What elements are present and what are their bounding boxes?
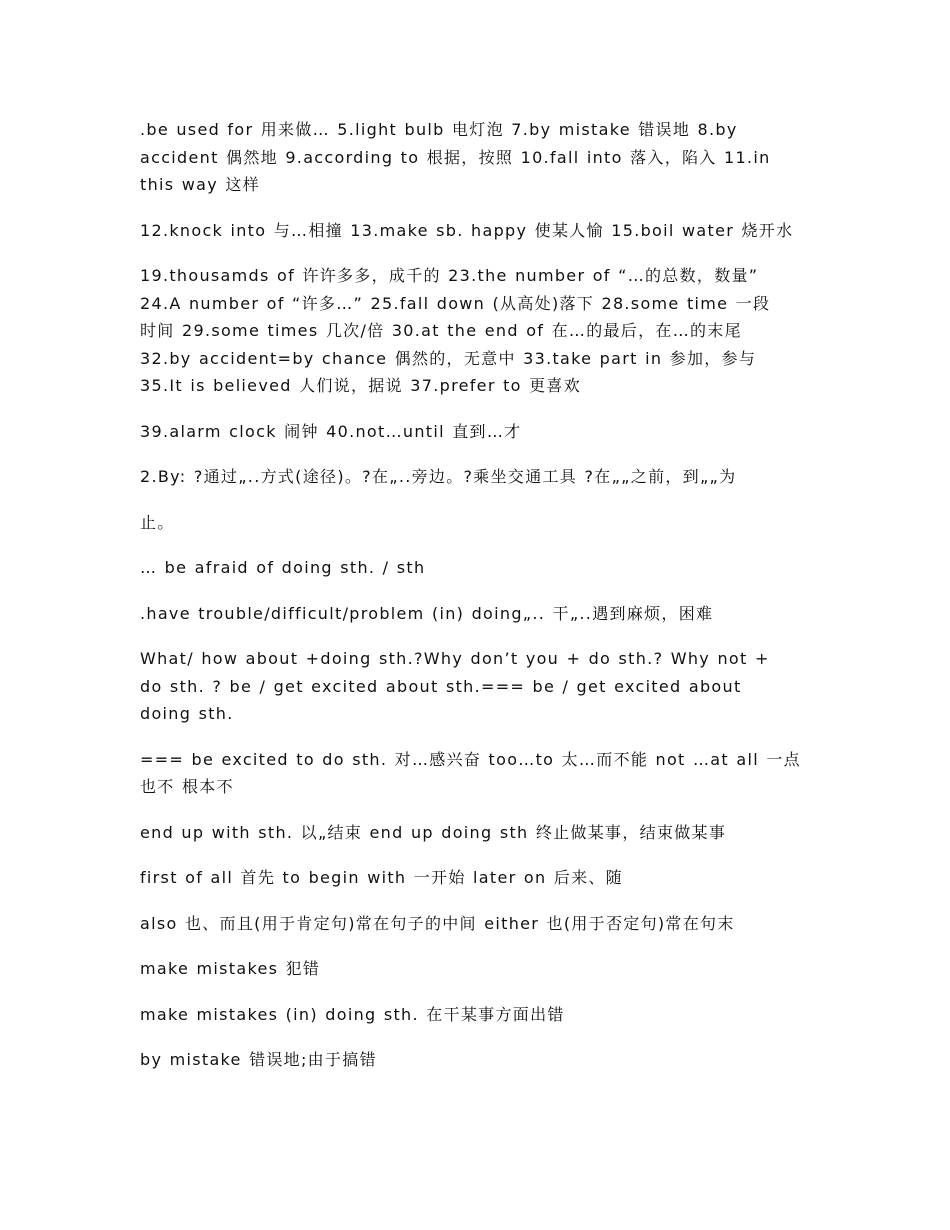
paragraph-have-trouble: [140, 600, 820, 628]
paragraph-phrases-39-40: [140, 418, 820, 446]
text-line: 12.knock into 与…相撞 13.make sb. happy 使某人愉 15.boil water 烧开水: [140, 220, 794, 240]
text-line: first of all 首先 to begin with 一开始 later on 后来、随: [140, 868, 623, 887]
text-line: by mistake 错误地;由于搞错: [140, 1050, 377, 1069]
paragraph-phrases-19-37: [140, 262, 820, 400]
paragraph-afraid-of: [140, 554, 820, 582]
paragraph-phrases-12-15: [140, 217, 820, 245]
paragraph-suggestions: [140, 645, 820, 728]
text-line: accident 偶然地 9.according to 根据，按照 10.fall into 落入，陷入 11.in: [140, 147, 771, 167]
text-line: === be excited to do sth. 对…感兴奋 too…to 太…而不能 not …at all 一点: [140, 749, 801, 769]
text-line: 时间 29.some times 几次/倍 30.at the end of 在…的最后，在…的末尾: [140, 321, 742, 340]
text-line: 19.thousamds of 许许多多，成千的 23.the number of “…的总数，数量”: [140, 266, 759, 285]
paragraph-first-of-all: [140, 864, 820, 892]
text-line: 39.alarm clock 闹钟 40.not…until 直到…才: [140, 421, 522, 441]
text-line: … be afraid of doing sth. / sth: [140, 558, 426, 577]
text-line: 32.by accident=by chance 偶然的，无意中 33.take part in 参加，参与: [140, 348, 757, 368]
text-line: 2.By: ?通过„..方式(途径)。?在„..旁边。?乘坐交通工具 ?在„„之前，到„„为: [140, 467, 737, 486]
paragraph-make-mistakes: [140, 955, 820, 983]
text-line: 35.It is believed 人们说，据说 37.prefer to 更喜欢: [140, 376, 582, 395]
paragraph-make-mistakes-in: [140, 1001, 820, 1029]
text-line: do sth. ? be / get excited about sth.=== be / get excited about: [140, 676, 742, 696]
paragraph-by-usage-end: [140, 509, 820, 537]
text-line: 也不 根本不: [140, 777, 234, 796]
text-line: end up with sth. 以„结束 end up doing sth 终止做某事，结束做某事: [140, 822, 727, 842]
paragraph-by-usage: [140, 463, 820, 491]
text-line: make mistakes (in) doing sth. 在干某事方面出错: [140, 1004, 565, 1024]
text-line: 24.A number of “许多…” 25.fall down (从高处)落下 28.some time 一段: [140, 293, 771, 313]
text-line: 止。: [140, 512, 175, 532]
text-line: make mistakes 犯错: [140, 959, 321, 978]
text-line: doing sth.: [140, 704, 234, 723]
paragraph-end-up: [140, 819, 820, 847]
paragraph-excited-to: [140, 746, 820, 801]
paragraph-by-mistake: [140, 1046, 820, 1074]
paragraph-phrases-1-11: [140, 116, 820, 199]
text-line: .be used for 用来做… 5.light bulb 电灯泡 7.by mistake 错误地 8.by: [140, 120, 738, 139]
document-body: [140, 116, 820, 1092]
paragraph-also-either: [140, 910, 820, 938]
text-line: .have trouble/difficult/problem (in) doing„.. 干„..遇到麻烦，困难: [140, 603, 714, 623]
text-line: What/ how about +doing sth.?Why don’t you + do sth.? Why not +: [140, 649, 770, 668]
text-line: also 也、而且(用于肯定句)常在句子的中间 either 也(用于否定句)常在句末: [140, 913, 735, 933]
text-line: this way 这样: [140, 175, 261, 194]
